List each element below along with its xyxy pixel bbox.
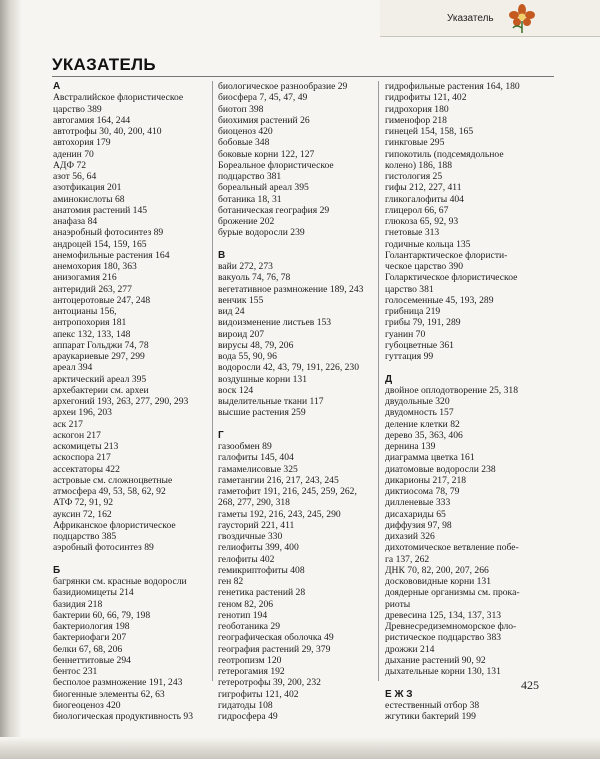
index-entry: арктический ареал 395 (53, 373, 147, 385)
index-entry: антропохория 181 (53, 317, 127, 329)
index-entry: ген 82 (218, 576, 244, 587)
index-entry: видоизменение листьев 153 (218, 317, 332, 329)
index-entry: дихазий 326 (385, 531, 435, 542)
index-entry: Голантарктическое флористи- (385, 249, 508, 261)
index-entry: гетеротрофы 39, 200, 232 (218, 677, 321, 689)
index-entry: биогеоценоз 420 (53, 699, 121, 711)
index-title: УКАЗАТЕЛЬ (52, 55, 156, 74)
index-entry: базидия 218 (53, 598, 103, 610)
index-entry: грибница 219 (385, 306, 441, 317)
index-entry: гидатоды 108 (218, 699, 273, 711)
index-entry: геоботаника 29 (218, 621, 281, 632)
index-entry: аскогон 217 (53, 429, 101, 441)
index-entry: га 137, 262 (385, 553, 430, 565)
index-entry: вегетативное размножение 189, 243 (218, 283, 364, 295)
index-entry: гигрофиты 121, 402 (218, 688, 299, 700)
index-entry: ботаника 18, 31 (218, 193, 282, 205)
index-entry: дилленевые 333 (385, 497, 451, 509)
index-entry: архебактерии см. археи (53, 384, 149, 396)
index-entry: гименофор 218 (385, 114, 447, 126)
index-entry: вид 24 (218, 306, 245, 317)
index-entry: аппарат Гольджи 74, 78 (53, 339, 149, 351)
index-entry: ассектаторы 422 (53, 463, 120, 475)
index-entry: аскомицеты 213 (53, 441, 119, 452)
index-entry: биологическая продуктивность 93 (53, 711, 194, 722)
index-entry: гинецей 154, 158, 165 (385, 126, 474, 137)
index-entry: географическая оболочка 49 (218, 632, 334, 644)
index-entry: глюкоза 65, 92, 93 (385, 216, 459, 227)
index-entry: гидрофиты 121, 402 (385, 92, 467, 104)
index-entry: боковые корни 122, 127 (218, 148, 315, 160)
index-entry: гнетовые 313 (385, 227, 440, 239)
index-entry: подцарство 385 (53, 531, 117, 542)
index-entry: аминокислоты 68 (53, 193, 125, 205)
index-entry: царство 389 (53, 103, 102, 115)
index-entry: дерево 35, 363, 406 (385, 429, 463, 441)
index-entry: антоцианы 156, (53, 306, 117, 317)
index-entry: диффузия 97, 98 (385, 519, 452, 531)
page-number: 425 (521, 678, 539, 692)
index-entry: аскоспора 217 (53, 452, 111, 464)
index-entry: азот 56, 64 (53, 171, 97, 182)
index-entry: годичные кольца 135 (385, 238, 471, 250)
index-entry: губоцветные 361 (385, 339, 454, 351)
index-entry: анатомия растений 145 (53, 204, 148, 216)
index-entry: АТФ 72, 91, 92 (53, 497, 114, 509)
index-entry: гаметофит 191, 216, 245, 259, 262, (218, 486, 357, 497)
index-entry: двудольные 320 (385, 396, 450, 407)
index-entry: вакуоль 74, 76, 78 (218, 272, 291, 284)
index-entry: диаграмма цветка 161 (385, 452, 475, 464)
index-entry: воздушные корни 131 (218, 373, 308, 385)
index-entry: апекс 132, 133, 148 (53, 328, 131, 340)
index-entry: гистология 25 (385, 171, 443, 182)
index-entry: генетика растений 28 (218, 587, 306, 599)
index-entry: Африканское флористическое (53, 519, 176, 531)
index-entry: андроцей 154, 159, 165 (53, 238, 147, 250)
index-entry: диатомовые водоросли 238 (385, 463, 496, 475)
index-entry: бурые водоросли 239 (218, 227, 305, 239)
index-entry: дихотомическое ветвление побе- (385, 542, 519, 554)
index-letter-heading: Е Ж З (385, 688, 413, 700)
index-entry: анизогамия 216 (53, 272, 117, 284)
index-entry: диктиосома 78, 79 (385, 486, 460, 497)
index-entry: гаметангии 216, 217, 243, 245 (218, 474, 339, 486)
index-entry: аэробный фотосинтез 89 (53, 542, 154, 554)
index-entry: воск 124 (218, 384, 254, 396)
index-entry: анафаза 84 (53, 216, 98, 227)
index-entry: бактериофаги 207 (53, 632, 127, 644)
index-entry: дикарионы 217, 218 (385, 474, 467, 486)
index-entry: естественный отбор 38 (385, 699, 480, 711)
index-entry: биотоп 398 (218, 103, 264, 115)
index-entry: азотфикация 201 (53, 182, 122, 194)
index-entry: дрожжи 214 (385, 643, 435, 655)
index-entry: венчик 155 (218, 294, 264, 306)
index-entry: белки 67, 68, 206 (53, 643, 123, 655)
index-column-3 (385, 81, 550, 722)
index-entry: астровые см. сложноцветные (53, 474, 173, 486)
index-entry: брожение 202 (218, 216, 275, 227)
index-entry: Голарктическое флористическое (385, 272, 518, 284)
index-entry: царство 381 (385, 283, 434, 295)
index-entry: вироид 207 (218, 328, 265, 340)
index-entry: генотип 194 (218, 609, 268, 621)
index-entry: дыхание растений 90, 92 (385, 654, 486, 666)
index-entry: археи 196, 203 (53, 407, 112, 419)
index-entry: архегоний 193, 263, 277, 290, 293 (53, 396, 189, 407)
index-entry: гинкговые 295 (385, 137, 445, 149)
index-entry: колено) 186, 188 (385, 159, 452, 171)
index-entry: вода 55, 90, 96 (218, 351, 277, 362)
index-entry: антеридий 263, 277 (53, 283, 132, 295)
index-entry: ристическое подцарство 383 (385, 632, 502, 644)
index-entry: гетерогамия 192 (218, 666, 285, 677)
index-entry: газообмен 89 (218, 441, 272, 452)
index-letter-heading: Б (53, 564, 61, 576)
index-entry: Бореальное флористическое (218, 159, 334, 171)
running-header-label: Указатель (447, 13, 494, 24)
index-entry: бесполое размножение 191, 243 (53, 677, 183, 689)
index-entry: анаэробный фотосинтез 89 (53, 227, 164, 239)
index-entry: доядерные организмы см. прока- (385, 587, 520, 599)
index-entry: галофиты 145, 404 (218, 452, 294, 464)
index-entry: биогенные элементы 62, 63 (53, 688, 165, 700)
index-entry: гидрофильные растения 164, 180 (385, 81, 520, 92)
index-entry: гликогалофиты 404 (385, 193, 464, 205)
index-entry: подцарство 381 (218, 171, 282, 182)
index-entry: грибы 79, 191, 289 (385, 317, 461, 329)
index-entry: вайи 272, 273 (218, 261, 273, 272)
index-entry: гифы 212, 227, 411 (385, 182, 462, 194)
index-entry: дернина 139 (385, 441, 436, 452)
binding-shadow (0, 0, 22, 759)
index-column-2 (218, 81, 383, 722)
index-entry: древесина 125, 134, 137, 313 (385, 609, 502, 621)
index-entry: дисахариды 65 (385, 508, 446, 520)
index-letter-heading: В (218, 249, 226, 261)
index-entry: аденин 70 (53, 148, 94, 160)
index-entry: автохория 179 (53, 137, 111, 149)
index-letter-heading: Д (385, 373, 393, 385)
index-entry: атмосфера 49, 53, 58, 62, 92 (53, 486, 166, 497)
index-letter-heading: А (53, 81, 61, 92)
index-entry: ботаническая география 29 (218, 204, 330, 216)
index-entry: бактериология 198 (53, 621, 130, 632)
index-entry: деление клетки 82 (385, 418, 460, 430)
index-entry: ауксин 72, 162 (53, 508, 112, 520)
index-entry: риоты (385, 598, 411, 610)
index-entry: биосфера 7, 45, 47, 49 (218, 92, 308, 104)
index-entry: бактерии 60, 66, 79, 198 (53, 609, 151, 621)
index-entry: вирусы 48, 79, 206 (218, 339, 294, 351)
index-entry: бентос 231 (53, 666, 98, 677)
index-entry: анемофильные растения 164 (53, 249, 170, 261)
index-entry: высшие растения 259 (218, 407, 306, 419)
index-entry: беннеттитовые 294 (53, 654, 131, 666)
index-entry: гемикриптофиты 408 (218, 564, 305, 576)
index-entry: гидросфера 49 (218, 711, 278, 722)
index-column-1 (53, 81, 218, 722)
index-entry: гуанин 70 (385, 328, 426, 340)
page-bottom-edge (0, 737, 600, 759)
index-entry: бореальный ареал 395 (218, 182, 309, 194)
index-entry: гуттация 99 (385, 351, 434, 362)
index-entry: биохимия растений 26 (218, 114, 310, 126)
index-entry: 268, 277, 290, 318 (218, 497, 290, 509)
index-entry: араукариевые 297, 299 (53, 351, 145, 362)
index-entry: биологическое разнообразие 29 (218, 81, 348, 92)
index-entry: глицерол 66, 67 (385, 204, 449, 216)
index-entry: гелофиты 402 (218, 553, 275, 565)
index-entry: АДФ 72 (53, 159, 87, 171)
index-entry: голосеменные 45, 193, 289 (385, 294, 494, 306)
index-entry: аск 217 (53, 418, 83, 430)
index-entry: жгутики бактерий 199 (385, 711, 476, 722)
index-entry: гаметы 192, 216, 243, 245, 290 (218, 508, 341, 520)
index-entry: Древнесредиземноморское фло- (385, 621, 517, 632)
index-entry: багрянки см. красные водоросли (53, 576, 187, 587)
index-entry: гидрохория 180 (385, 103, 449, 115)
index-entry: геотропизм 120 (218, 654, 282, 666)
index-entry: биоценоз 420 (218, 126, 273, 137)
index-entry: ДНК 70, 82, 200, 207, 266 (385, 564, 489, 576)
index-entry: базидиомицеты 214 (53, 587, 134, 599)
index-entry: выделительные ткани 117 (218, 396, 324, 407)
index-entry: двойное оплодотворение 25, 318 (385, 384, 518, 396)
index-entry: гелиофиты 399, 400 (218, 542, 299, 554)
index-entry: анемохория 180, 363 (53, 261, 137, 272)
index-entry: гамамелисовые 325 (218, 463, 298, 475)
index-entry: двудомность 157 (385, 407, 454, 419)
index-entry: ареал 394 (53, 362, 93, 374)
index-entry: антоцеротовые 247, 248 (53, 294, 151, 306)
index-entry: геном 82, 206 (218, 598, 274, 610)
index-letter-heading: Г (218, 429, 224, 441)
index-entry: доскововидные корни 131 (385, 576, 492, 587)
index-entry: гипокотиль (подсемядольное (385, 148, 504, 160)
index-entry: дыхательные корни 130, 131 (385, 666, 501, 677)
index-entry: Австралийское флористическое (53, 92, 184, 104)
index-entry: водоросли 42, 43, 79, 191, 226, 230 (218, 362, 360, 374)
index-entry: география растений 29, 379 (218, 643, 331, 655)
index-entry: автогамия 164, 244 (53, 114, 131, 126)
index-entry: бобовые 348 (218, 137, 270, 149)
index-entry: ческое царство 390 (385, 261, 464, 272)
index-entry: гвоздичные 330 (218, 531, 283, 542)
flower-icon (505, 2, 539, 34)
index-entry: автотрофы 30, 40, 200, 410 (53, 126, 162, 137)
index-entry: гаусторий 221, 411 (218, 519, 295, 531)
title-divider (52, 76, 554, 77)
